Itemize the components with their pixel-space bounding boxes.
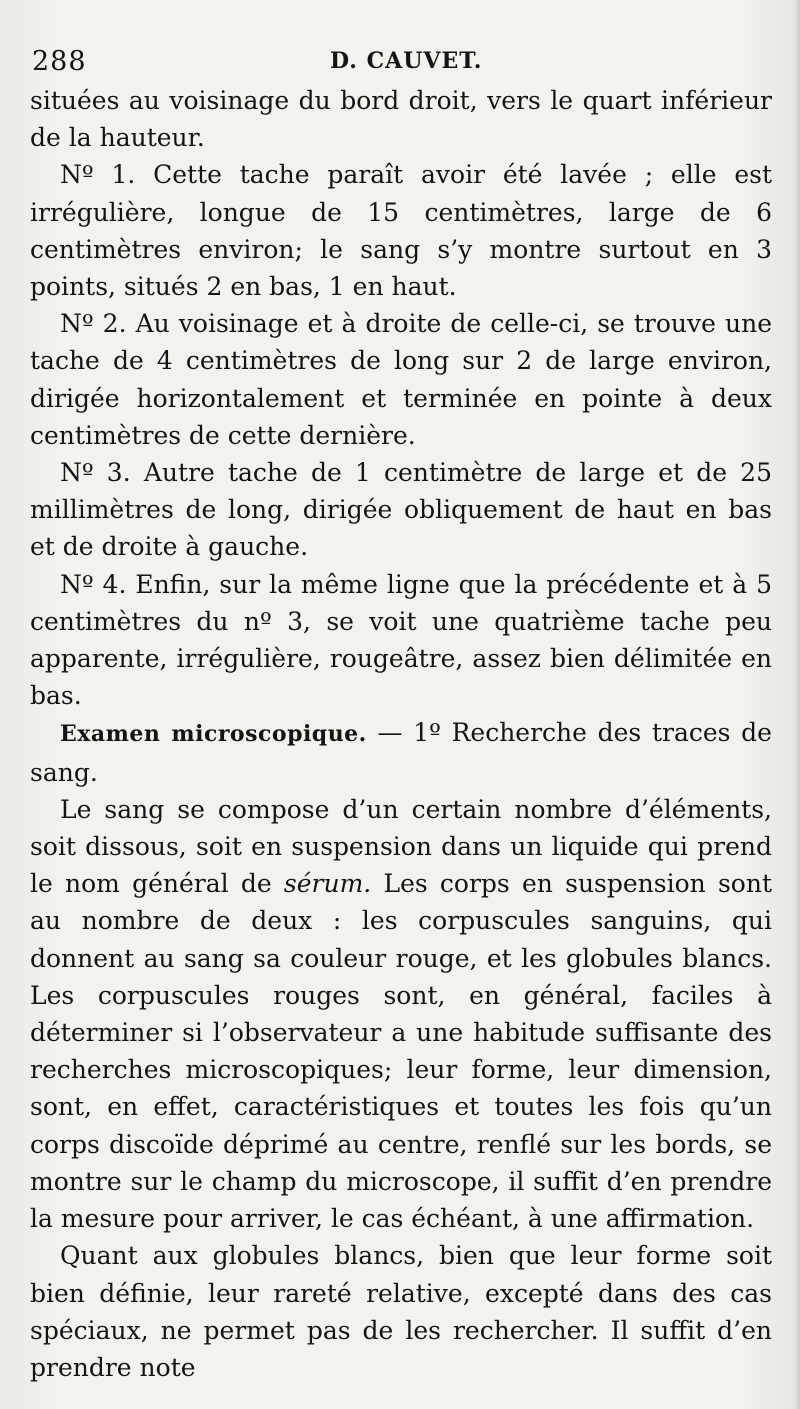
blood-text-part-1: Le sang se compose d’un certain nombre d’éléments, soit dissous, soit en suspension dans un liquide qui prend le nom général de xyxy=(30,794,772,899)
section-subheading: — 1º Recherche des traces de sang. xyxy=(30,718,772,787)
paragraph-white-globules: Quant aux globules blancs, bien que leur forme soit bien définie, leur rareté relative, excepté dans des cas spéciaux, ne permet pas de les rechercher. Il suffit d’en prendre note xyxy=(30,1241,772,1382)
section-paragraph xyxy=(30,714,772,790)
page-edge-shadow xyxy=(795,0,800,1409)
paragraph-blood-composition xyxy=(30,791,772,1237)
running-head: D. CAUVET. xyxy=(330,48,483,74)
paragraph-stain-1: Nº 1. Cette tache paraît avoir été lavée ; elle est irrégulière, longue de 15 centimètres, large de 6 centimètres environ; le sang s’y montre surtout en 3 points, situés 2 en bas, 1 en haut. xyxy=(30,160,772,302)
paragraph-stain-3: Nº 3. Autre tache de 1 centimètre de large et de 25 millimètres de long, dirigée obliquement de haut en bas et de droite à gauche. xyxy=(30,458,772,562)
page-number: 288 xyxy=(32,46,87,77)
paragraph-stain-4: Nº 4. Enfin, sur la même ligne que la précédente et à 5 centimètres du nº 3, se voit une quatrième tache peu apparente, irrégulière, rougeâtre, assez bien délimitée en bas. xyxy=(30,569,772,711)
blood-text-part-2: Les corps en suspension sont au nombre de deux : les corpuscules sanguins, qui donnent au sang sa couleur rouge, et les globules blancs. Les corpuscules rouges sont, en général, faciles à déterminer si l’observateur a une habitude suffisante des recherches microscopiques; leur forme, leur dimension, sont, en effet, caractéristiques et toutes les fois qu’un corps discoïde déprimé au centre, renflé sur les bords, se montre sur le champ du microscope, il suffit d’en prendre la mesure pour arriver, le cas échéant, à une affirmation. xyxy=(30,869,773,1234)
page-header xyxy=(30,38,772,82)
paragraph-continuation: situées au voisinage du bord droit, vers le quart inférieur de la hauteur. xyxy=(30,86,772,153)
page-body xyxy=(30,82,772,1386)
serum-term: sérum. xyxy=(283,869,372,899)
paragraph-stain-2: Nº 2. Au voisinage et à droite de celle-ci, se trouve une tache de 4 centimètres de long sur 2 de large environ, dirigée horizontalement et terminée en pointe à deux centimètres de cette dernière. xyxy=(30,309,772,450)
section-heading: Examen microscopique. xyxy=(60,721,367,748)
